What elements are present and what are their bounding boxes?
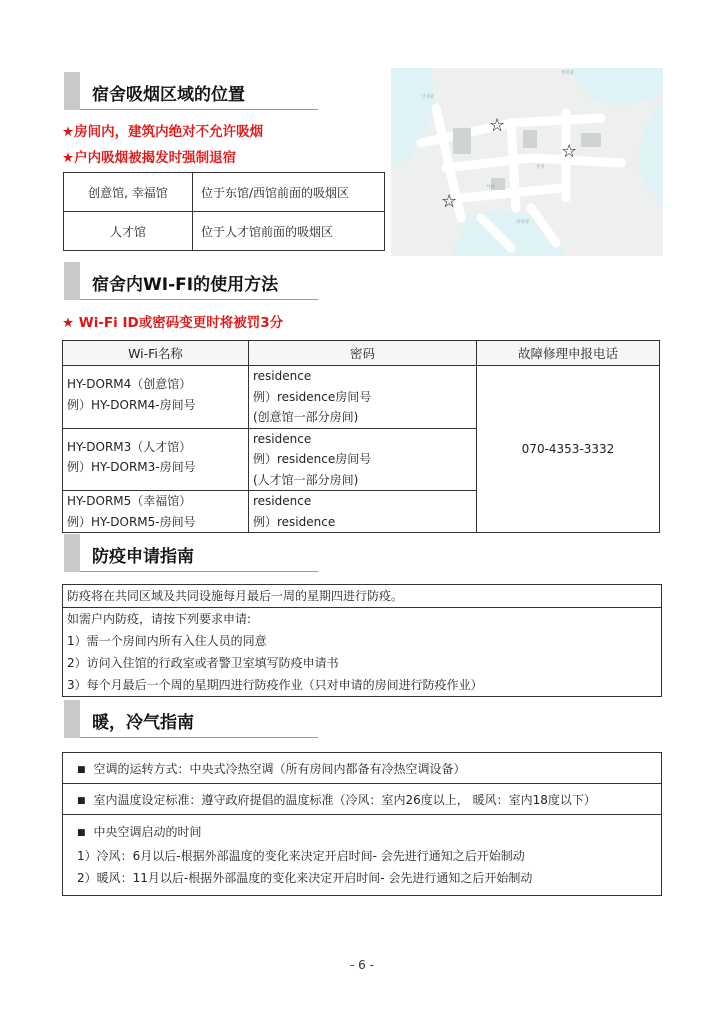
password-cell [249,366,477,429]
hvac-item [63,784,661,815]
square-bullet-icon: ■ [77,828,86,838]
svg-text:서관: 서관 [486,185,495,190]
warning-wifi-penalty: ★ Wi-Fi ID或密码变更时将被罚3分 [62,315,284,331]
repair-phone-cell: 070-4353-3332 [477,366,660,533]
pest-control-overview: 防疫将在共同区域及共同设施每月最后一周的星期四进行防疫。 [63,585,661,608]
hvac-subline: 2）暖风：11月以后-根据外部温度的变化来决定开启时间- 会先进行通知之后开始制动 [77,871,533,885]
divider [80,109,318,110]
svg-text:행복관: 행복관 [561,71,575,76]
section-header-smoking [64,72,318,110]
smoking-area-map [391,68,663,256]
section-title-hvac: 暖，冷气指南 [92,713,194,733]
section-header-wifi [64,262,318,300]
section-title-pest-control: 防疫申请指南 [92,547,194,567]
hvac-item-text: 空调的运转方式：中央式冷热空调（所有房间内都备有冷热空调设备） [93,762,466,776]
wifi-name: HY-DORM5（幸福馆） [67,494,192,508]
divider [80,737,318,738]
wifi-name-example: 例）HY-DORM4-房间号 [67,397,196,412]
wifi-name-cell [63,428,249,491]
wifi-name-cell [63,366,249,429]
section-bar [64,262,80,300]
hvac-item [63,753,661,784]
divider [80,299,318,300]
table-header-row [63,341,660,366]
column-header: 密码 [249,341,477,366]
pest-control-line: 1）需一个房间内所有入住人员的同意 [67,634,267,648]
warning-no-smoking: ★房间内，建筑内绝对不允许吸烟 [62,124,264,140]
table-row [64,173,385,212]
password-cell [249,491,477,533]
smoking-area-table [63,172,385,251]
star-marker-icon: ☆ [489,115,506,136]
hvac-subline: 1）冷风：6月以后-根据外部温度的变化来决定开启时间- 会先进行通知之后开始制动 [77,849,525,863]
section-title-smoking: 宿舍吸烟区域的位置 [92,85,245,105]
password-note: (创意馆一部分房间) [253,410,359,424]
section-bar [64,700,80,738]
password-example: 例）residence [253,514,336,529]
table-row [63,366,660,429]
section-title-wifi: 宿舍内WI-FI的使用方法 [92,275,279,295]
pest-control-box [62,584,662,697]
svg-text:인재관: 인재관 [421,95,435,100]
password: residence [253,369,312,383]
warning-eviction: ★户内吸烟被揭发时强制退宿 [62,150,237,166]
section-bar [64,72,80,110]
svg-text:중앙: 중앙 [536,165,545,170]
column-header: 故障修理申报电话 [477,341,660,366]
svg-text:창의관: 창의관 [516,220,530,225]
divider [80,571,318,572]
hvac-item-text: 中央空调启动的时间 [93,825,202,839]
column-header: Wi-Fi名称 [63,341,249,366]
star-marker-icon: ☆ [441,191,458,212]
building-cell: 人才馆 [64,212,193,251]
pest-control-line: 如需户内防疫，请按下列要求申请: [67,612,252,626]
wifi-name-cell [63,491,249,533]
page-number: - 6 - [350,958,374,972]
wifi-table [62,340,660,533]
wifi-name-example: 例）HY-DORM3-房间号 [67,460,196,474]
section-header-pest-control [64,534,318,572]
location-cell: 位于东馆/西馆前面的吸烟区 [193,173,385,212]
pest-control-line: 3）每个月最后一个周的星期四进行防疫作业（只对申请的房间进行防疫作业） [67,678,483,692]
location-cell: 位于人才馆前面的吸烟区 [193,212,385,251]
section-bar [64,534,80,572]
section-header-hvac [64,700,318,738]
table-row [64,212,385,251]
map-image [391,68,663,256]
hvac-box [62,752,662,896]
hvac-item [63,815,661,895]
password: residence [253,494,312,508]
star-marker-icon: ☆ [561,141,578,162]
password-example: 例）residence房间号 [253,389,372,404]
password-note: (人才馆一部分房间) [253,472,359,487]
building-cell: 创意馆, 幸福馆 [64,173,193,212]
password-cell [249,428,477,491]
pest-control-line: 2）访问入住馆的行政室或者警卫室填写防疫申请书 [67,656,339,670]
square-bullet-icon: ■ [77,765,86,775]
password: residence [253,431,312,446]
wifi-name: HY-DORM3（人才馆） [67,439,192,454]
wifi-name-example: 例）HY-DORM5-房间号 [67,514,196,529]
hvac-item-text: 室内温度设定标准：遵守政府提倡的温度标准（冷风：室内26度以上， 暖风：室内18度以下） [93,793,596,807]
password-example: 例）residence房间号 [253,452,372,466]
wifi-name: HY-DORM4（创意馆） [67,377,192,391]
square-bullet-icon: ■ [77,796,86,806]
